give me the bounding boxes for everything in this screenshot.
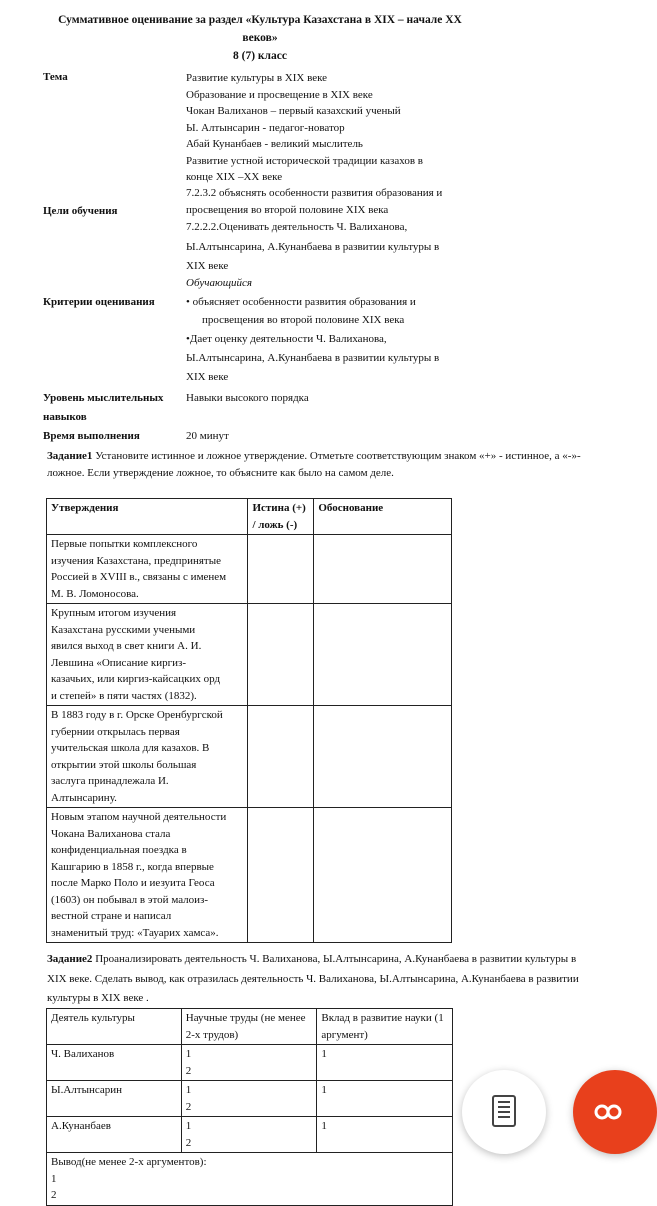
table-row — [47, 1081, 453, 1117]
table-row — [47, 604, 452, 706]
figure-name-cell: Ч. Валиханов — [47, 1045, 182, 1081]
time-value: 20 минут — [186, 430, 229, 442]
works-cell[interactable] — [181, 1081, 317, 1117]
statement-line: вестной стране и написал — [51, 910, 172, 922]
statement-line: Кашгарию в 1858 г., когда впервые — [51, 860, 214, 873]
conclusion-cell[interactable] — [47, 1153, 453, 1206]
statement-cell — [47, 706, 248, 808]
truth-cell[interactable] — [248, 706, 314, 808]
conclusion-item: 2 — [51, 1189, 57, 1201]
statement-line: Россией в XVIII в., связаны с именем — [51, 571, 227, 583]
goal-line: 7.2.3.2 объяснять особенности развития образования и — [186, 187, 443, 199]
statement-line: казачьих, или киргиз-кайсацких орд — [51, 673, 221, 685]
criteria-line: просвещения во второй половине XIX века — [202, 313, 405, 326]
tema-line: Ы. Алтынсарин - педагог-новатор — [186, 121, 345, 134]
document-button[interactable] — [462, 1070, 546, 1154]
header-contribution: Вклад в развитие науки (1 аргумент) — [317, 1009, 453, 1045]
criteria-label: Критерии оценивания — [43, 296, 155, 308]
conclusion-label: Вывод(не менее 2-х аргументов): — [51, 1156, 207, 1168]
header-statements: Утверждения — [47, 499, 248, 535]
header-truth: Истина (+) / ложь (-) — [248, 499, 314, 535]
contribution-cell[interactable]: 1 — [317, 1117, 453, 1153]
statement-cell — [47, 808, 248, 943]
reason-cell[interactable] — [314, 808, 452, 943]
reason-cell[interactable] — [314, 604, 452, 706]
truth-cell[interactable] — [248, 535, 314, 604]
header-reason: Обоснование — [314, 499, 452, 535]
task1-instructions — [47, 448, 612, 482]
tema-line: Чокан Валиханов – первый казахский ученый — [186, 105, 401, 117]
statement-line: Левшина «Описание киргиз- — [51, 656, 186, 669]
statement-line: Первые попытки комплексного — [51, 538, 198, 550]
task2-instructions — [47, 950, 587, 1009]
statement-line: Крупным итогом изучения — [51, 607, 177, 619]
works-cell[interactable] — [181, 1045, 317, 1081]
criteria-line: Ы.Алтынсарина, А.Кунанбаева в развитии культуры в — [186, 351, 440, 364]
figure-name-cell: Ы.Алтынсарин — [47, 1081, 182, 1117]
works-cell[interactable] — [181, 1117, 317, 1153]
task1-table — [46, 498, 452, 943]
statement-line: губернии открылась первая — [51, 725, 180, 738]
statement-line: Чокана Валиханова стала — [51, 827, 171, 840]
works-item: 2 — [185, 1064, 192, 1077]
statement-line: открытии этой школы большая — [51, 758, 197, 771]
task2-text: Проанализировать деятельность Ч. Валиханова, Ы.Алтынсарина, А.Кунанбаева в развитии культуры в XIX веке. Сделать вывод, как отразилась деятельность Ч. Валиханова, Ы.Алтынсарина, А.Кунанбаева в развитии культуры в XIX веке . — [47, 953, 579, 1004]
conclusion-row — [47, 1153, 453, 1206]
goal-line: 7.2.2.2.Оценивать деятельность Ч. Валиханова, — [186, 221, 408, 233]
statement-line: Алтынсарину. — [51, 791, 117, 804]
statement-line: после Марко Поло и иезуита Геоса — [51, 877, 215, 889]
contribution-cell[interactable]: 1 — [317, 1081, 453, 1117]
tema-values — [186, 70, 486, 186]
task1-header-row — [47, 499, 452, 535]
reason-cell[interactable] — [314, 535, 452, 604]
reason-cell[interactable] — [314, 706, 452, 808]
goal-line: просвещения во второй половине XIX века — [186, 203, 389, 216]
works-item: 1 — [185, 1120, 192, 1132]
goal-line: XIX веке — [186, 260, 229, 272]
works-item: 2 — [185, 1100, 192, 1113]
criteria-line: •Дает оценку деятельности Ч. Валиханова, — [186, 332, 387, 345]
tema-line: Развитие культуры в XIX веке — [186, 72, 328, 84]
statement-cell — [47, 535, 248, 604]
figure-name-cell: А.Кунанбаев — [47, 1117, 182, 1153]
works-item: 2 — [185, 1136, 192, 1149]
statement-cell — [47, 604, 248, 706]
task2-table — [46, 1008, 453, 1206]
header-works: Научные труды (не менее 2-х трудов) — [181, 1009, 317, 1045]
grade-label: 8 (7) класс — [233, 50, 287, 62]
contribution-cell[interactable]: 1 — [317, 1045, 453, 1081]
header-figure: Деятель культуры — [47, 1009, 182, 1045]
table-row — [47, 535, 452, 604]
task1-text: Установите истинное и ложное утверждение. Отметьте соответствующим знаком «+» - истинное, а «-»- ложное. Если утверждение ложное, то объясните как было на самом деле. — [47, 450, 581, 479]
statement-line: В 1883 году в г. Орске Оренбургской — [51, 709, 223, 721]
share-button[interactable] — [573, 1070, 657, 1154]
table-row — [47, 1045, 453, 1081]
document-title: Суммативное оценивание за раздел «Культура Казахстана в XIX – начале XX веков» — [58, 14, 462, 44]
tema-line: конце XIX –XX веке — [186, 171, 283, 183]
works-item: 1 — [185, 1084, 192, 1096]
conclusion-item: 1 — [51, 1172, 57, 1185]
truth-cell[interactable] — [248, 604, 314, 706]
statement-line: явился выход в свет книги А. И. — [51, 640, 202, 652]
statement-line: знаменитый труд: «Тауарих хамса». — [51, 926, 219, 939]
goals-label: Цели обучения — [43, 205, 118, 217]
statement-line: учительская школа для казахов. В — [51, 742, 210, 754]
works-item: 1 — [185, 1048, 192, 1060]
statement-line: (1603) он побывал в этой малоиз- — [51, 893, 209, 906]
table-row — [47, 706, 452, 808]
tema-line: Развитие устной исторической традиции казахов в — [186, 154, 423, 167]
table-row — [47, 1117, 453, 1153]
time-label: Время выполнения — [43, 430, 140, 442]
task2-header-row — [47, 1009, 453, 1045]
statement-line: М. В. Ломоносова. — [51, 587, 139, 600]
student-label: Обучающийся — [186, 277, 253, 289]
table-row — [47, 808, 452, 943]
tema-line: Абай Кунанбаев - великий мыслитель — [186, 138, 363, 150]
task2-title: Задание2 — [47, 953, 93, 965]
level-label-1: Уровень мыслительных — [43, 392, 164, 404]
level-value: Навыки высокого порядка — [186, 392, 309, 404]
tema-line: Образование и просвещение в XIX веке — [186, 88, 373, 101]
criteria-line: XIX веке — [186, 370, 229, 383]
truth-cell[interactable] — [248, 808, 314, 943]
statement-line: и степей» в пяти частях (1832). — [51, 689, 197, 702]
level-label-2: навыков — [43, 411, 87, 423]
criteria-values — [186, 294, 486, 387]
task1-title: Задание1 — [47, 450, 93, 462]
statement-line: Казахстана русскими учеными — [51, 623, 196, 636]
goals-values — [186, 185, 486, 277]
statement-line: изучения Казахстана, предпринятые — [51, 554, 221, 567]
statement-line: конфиденциальная поездка в — [51, 844, 187, 856]
statement-line: Новым этапом научной деятельности — [51, 811, 227, 823]
goal-line: Ы.Алтынсарина, А.Кунанбаева в развитии культуры в — [186, 240, 440, 253]
criteria-line: • объясняет особенности развития образования и — [186, 296, 416, 308]
document-icon — [462, 1070, 546, 1154]
statement-line: заслуга принадлежала И. — [51, 775, 169, 787]
infinity-icon — [573, 1070, 657, 1154]
tema-label: Тема — [43, 71, 68, 83]
